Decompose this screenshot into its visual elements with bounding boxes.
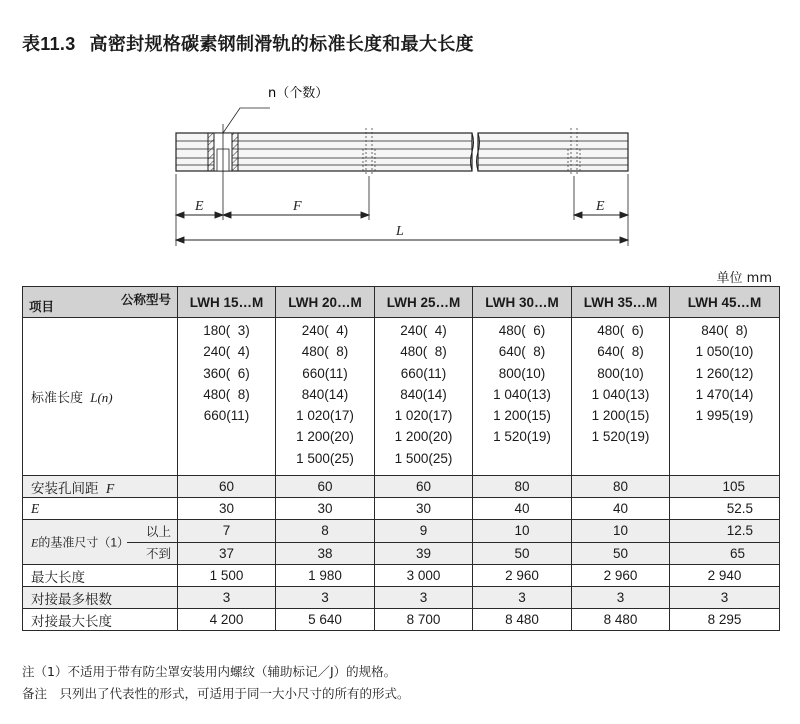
page-title [22,30,474,56]
max-count-cell: 3 [178,587,276,609]
max-length-cell: 3 000 [375,565,473,587]
max-length-row [23,565,780,587]
max-count-cell: 3 [276,587,375,609]
header-model: LWH 35…M [572,287,670,318]
max-length-cell: 2 940 [670,565,780,587]
basic-upper-cell: 7 [178,520,276,543]
basic-lower-cell: 65 [670,542,780,565]
max-count-cell: 3 [670,587,780,609]
header-model-label: 公称型号 [120,293,171,307]
basic-upper-row [23,520,780,543]
pitch-cell: 80 [473,476,572,498]
basic-lower-cell: 38 [276,542,375,565]
basic-upper-cell: 10 [572,520,670,543]
table-title: 高密封规格碳素钢制滑轨的标准长度和最大长度 [89,34,474,55]
max-joint-cell: 8 480 [473,609,572,631]
e-cell: 40 [572,498,670,520]
pitch-row [23,476,780,498]
basic-lower-cell: 50 [572,542,670,565]
pitch-label: 安装孔间距 F [23,476,178,498]
pitch-cell: 80 [572,476,670,498]
basic-upper-cell: 9 [375,520,473,543]
standard-length-cell: 240( 4) 480( 8) 660(11) 840(14) 1 020(17) 1 200(20) 1 500(25) [375,318,473,476]
basic-lower-cell: 39 [375,542,473,565]
unit-label: 单位 mm [716,271,772,286]
standard-length-row [23,318,780,476]
standard-length-cell: 840( 8) 1 050(10) 1 260(12) 1 470(14) 1 995(19) [670,318,780,476]
n-label: n（个数） [268,86,329,101]
max-count-cell: 3 [572,587,670,609]
header-model: LWH 45…M [670,287,780,318]
e-cell: 40 [473,498,572,520]
pitch-cell: 60 [276,476,375,498]
header-model: LWH 15…M [178,287,276,318]
rail-drawing [0,70,800,250]
basic-dimension-label: E的基准尺寸（1） 以上 不到 [23,520,178,565]
footnote-1: 注（1）不适用于带有防尘罩安装用内螺纹（辅助标记／J）的规格。 [22,664,397,679]
max-joint-cell: 8 295 [670,609,780,631]
e-cell: 30 [178,498,276,520]
basic-lower-cell: 37 [178,542,276,565]
basic-upper-label: 以上 [145,525,171,539]
dim-e-right: E [596,199,605,214]
header-corner [23,287,178,318]
max-count-cell: 3 [375,587,473,609]
standard-length-label: 标准长度 L(n) [23,318,178,476]
max-count-row [23,587,780,609]
e-cell: 52.5 [670,498,780,520]
dim-l: L [396,224,404,239]
basic-lower-cell: 50 [473,542,572,565]
rail-right-section [478,133,628,171]
max-count-label: 对接最多根数 [23,587,178,609]
max-joint-cell: 8 480 [572,609,670,631]
max-length-cell: 2 960 [572,565,670,587]
standard-length-symbol: L(n) [90,390,113,405]
max-joint-row [23,609,780,631]
footnote-remark: 备注 只列出了代表性的形式，可适用于同一大小尺寸的所有的形式。 [22,686,410,701]
max-count-cell: 3 [473,587,572,609]
standard-length-cell: 480( 6) 640( 8) 800(10) 1 040(13) 1 200(15) 1 520(19) [473,318,572,476]
pitch-cell: 60 [375,476,473,498]
standard-length-cell: 180( 3) 240( 4) 360( 6) 480( 8) 660(11) [178,318,276,476]
dim-e-left: E [195,199,204,214]
table-number: 表11.3 [22,34,76,54]
pitch-symbol: F [106,480,115,496]
pitch-cell: 60 [178,476,276,498]
e-label: E [23,498,178,520]
basic-upper-cell: 8 [276,520,375,543]
max-length-cell: 1 500 [178,565,276,587]
e-cell: 30 [375,498,473,520]
basic-upper-cell: 12.5 [670,520,780,543]
max-length-cell: 2 960 [473,565,572,587]
standard-length-cell: 240( 4) 480( 8) 660(11) 840(14) 1 020(17) 1 200(20) 1 500(25) [276,318,375,476]
e-row [23,498,780,520]
spec-table [22,286,780,631]
e-cell: 30 [276,498,375,520]
basic-lower-label: 不到 [145,547,171,561]
header-model: LWH 20…M [276,287,375,318]
header-row [23,287,780,318]
max-joint-cell: 5 640 [276,609,375,631]
max-joint-cell: 4 200 [178,609,276,631]
max-joint-cell: 8 700 [375,609,473,631]
max-length-label: 最大长度 [23,565,178,587]
standard-length-cell: 480( 6) 640( 8) 800(10) 1 040(13) 1 200(15) 1 520(19) [572,318,670,476]
pitch-cell: 105 [670,476,780,498]
header-model: LWH 25…M [375,287,473,318]
basic-upper-cell: 10 [473,520,572,543]
header-item-label: 项目 [29,300,55,314]
max-joint-label: 对接最大长度 [23,609,178,631]
max-length-cell: 1 980 [276,565,375,587]
dim-f: F [293,199,302,214]
header-model: LWH 30…M [473,287,572,318]
